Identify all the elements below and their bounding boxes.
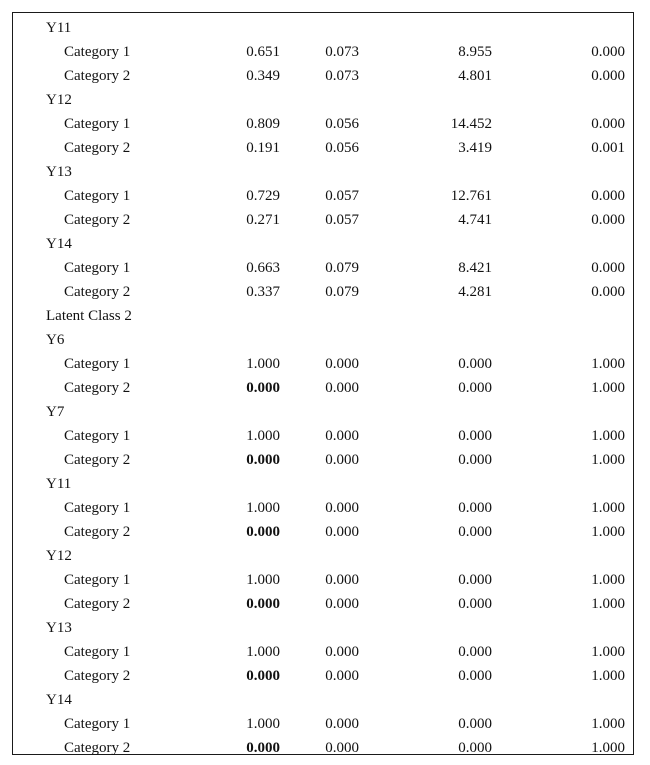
p-value-cell: 0.000 [591, 188, 625, 204]
estimate-cell: 0.000 [246, 380, 280, 396]
category-label: Category 1 [64, 500, 131, 516]
std-error-cell: 0.073 [325, 68, 359, 84]
group-label: Y13 [46, 620, 72, 636]
group-header-row [13, 88, 633, 112]
group-label: Y11 [46, 476, 72, 492]
p-value-cell: 0.000 [591, 260, 625, 276]
std-error-cell: 0.056 [325, 140, 359, 156]
category-label: Category 2 [64, 524, 131, 540]
std-error-cell: 0.079 [325, 260, 359, 276]
p-value-cell: 1.000 [591, 356, 625, 372]
table-row [13, 208, 633, 232]
std-error-cell: 0.000 [325, 380, 359, 396]
table-row [13, 640, 633, 664]
table-body [13, 16, 633, 760]
std-error-cell: 0.000 [325, 644, 359, 660]
statistic-cell: 0.000 [458, 572, 492, 588]
statistic-cell: 8.955 [458, 44, 492, 60]
estimate-cell: 0.651 [246, 44, 280, 60]
estimate-cell: 1.000 [246, 716, 280, 732]
category-label: Category 2 [64, 740, 131, 756]
std-error-cell: 0.000 [325, 716, 359, 732]
table-row [13, 112, 633, 136]
group-header-row [13, 160, 633, 184]
table-row [13, 424, 633, 448]
table-row [13, 592, 633, 616]
table-row [13, 496, 633, 520]
group-header-row [13, 688, 633, 712]
estimate-cell: 0.000 [246, 668, 280, 684]
category-label: Category 2 [64, 596, 131, 612]
table-row [13, 568, 633, 592]
std-error-cell: 0.000 [325, 740, 359, 756]
estimate-cell: 1.000 [246, 500, 280, 516]
std-error-cell: 0.000 [325, 500, 359, 516]
estimate-cell: 0.663 [246, 260, 280, 276]
statistic-cell: 0.000 [458, 524, 492, 540]
category-label: Category 1 [64, 44, 131, 60]
estimate-cell: 0.000 [246, 524, 280, 540]
group-label: Latent Class 2 [46, 308, 132, 324]
category-label: Category 2 [64, 452, 131, 468]
estimate-cell: 0.729 [246, 188, 280, 204]
p-value-cell: 0.001 [591, 140, 625, 156]
category-label: Category 1 [64, 644, 131, 660]
table-row [13, 664, 633, 688]
p-value-cell: 1.000 [591, 668, 625, 684]
table-row [13, 376, 633, 400]
statistic-cell: 14.452 [450, 116, 492, 132]
p-value-cell: 1.000 [591, 716, 625, 732]
estimate-cell: 0.000 [246, 740, 280, 756]
std-error-cell: 0.000 [325, 668, 359, 684]
statistic-cell: 0.000 [458, 500, 492, 516]
category-label: Category 2 [64, 68, 131, 84]
group-label: Y14 [46, 236, 72, 252]
estimate-cell: 1.000 [246, 356, 280, 372]
statistic-cell: 0.000 [458, 740, 492, 756]
estimate-cell: 0.000 [246, 596, 280, 612]
std-error-cell: 0.057 [325, 212, 359, 228]
statistic-cell: 4.281 [458, 284, 492, 300]
estimate-cell: 1.000 [246, 428, 280, 444]
std-error-cell: 0.000 [325, 452, 359, 468]
table-row [13, 64, 633, 88]
statistic-cell: 12.761 [450, 188, 492, 204]
table-row [13, 136, 633, 160]
group-header-row [13, 472, 633, 496]
p-value-cell: 0.000 [591, 68, 625, 84]
category-label: Category 1 [64, 260, 131, 276]
std-error-cell: 0.079 [325, 284, 359, 300]
category-label: Category 1 [64, 188, 131, 204]
group-label: Y13 [46, 164, 72, 180]
category-label: Category 2 [64, 668, 131, 684]
estimate-cell: 0.000 [246, 452, 280, 468]
table-row [13, 256, 633, 280]
category-label: Category 2 [64, 140, 131, 156]
category-label: Category 1 [64, 716, 131, 732]
category-label: Category 2 [64, 212, 131, 228]
group-label: Y12 [46, 548, 72, 564]
category-label: Category 2 [64, 284, 131, 300]
table-row [13, 184, 633, 208]
table-row [13, 712, 633, 736]
p-value-cell: 0.000 [591, 116, 625, 132]
std-error-cell: 0.000 [325, 428, 359, 444]
estimate-cell: 1.000 [246, 572, 280, 588]
std-error-cell: 0.000 [325, 596, 359, 612]
std-error-cell: 0.073 [325, 44, 359, 60]
p-value-cell: 0.000 [591, 284, 625, 300]
category-label: Category 1 [64, 428, 131, 444]
category-label: Category 1 [64, 356, 131, 372]
group-header-row [13, 304, 633, 328]
std-error-cell: 0.000 [325, 356, 359, 372]
statistic-cell: 0.000 [458, 716, 492, 732]
p-value-cell: 1.000 [591, 524, 625, 540]
table-row [13, 280, 633, 304]
std-error-cell: 0.056 [325, 116, 359, 132]
statistic-cell: 0.000 [458, 452, 492, 468]
estimate-cell: 0.337 [246, 284, 280, 300]
std-error-cell: 0.000 [325, 572, 359, 588]
group-header-row [13, 16, 633, 40]
table-frame [12, 12, 634, 755]
statistic-cell: 0.000 [458, 428, 492, 444]
table-row [13, 520, 633, 544]
group-header-row [13, 544, 633, 568]
group-label: Y12 [46, 92, 72, 108]
p-value-cell: 1.000 [591, 740, 625, 756]
p-value-cell: 1.000 [591, 572, 625, 588]
p-value-cell: 1.000 [591, 452, 625, 468]
statistic-cell: 4.801 [458, 68, 492, 84]
estimate-cell: 0.271 [246, 212, 280, 228]
estimate-cell: 0.349 [246, 68, 280, 84]
table-row [13, 352, 633, 376]
statistic-cell: 0.000 [458, 380, 492, 396]
category-label: Category 1 [64, 572, 131, 588]
estimate-cell: 0.191 [246, 140, 280, 156]
statistic-cell: 0.000 [458, 668, 492, 684]
statistic-cell: 0.000 [458, 356, 492, 372]
estimate-cell: 0.809 [246, 116, 280, 132]
statistic-cell: 0.000 [458, 596, 492, 612]
p-value-cell: 1.000 [591, 428, 625, 444]
statistic-cell: 8.421 [458, 260, 492, 276]
std-error-cell: 0.057 [325, 188, 359, 204]
table-row [13, 736, 633, 760]
p-value-cell: 0.000 [591, 44, 625, 60]
group-label: Y14 [46, 692, 72, 708]
std-error-cell: 0.000 [325, 524, 359, 540]
category-label: Category 2 [64, 380, 131, 396]
statistic-cell: 3.419 [458, 140, 492, 156]
group-label: Y11 [46, 20, 72, 36]
table-row [13, 40, 633, 64]
group-header-row [13, 232, 633, 256]
p-value-cell: 1.000 [591, 500, 625, 516]
p-value-cell: 1.000 [591, 644, 625, 660]
p-value-cell: 1.000 [591, 596, 625, 612]
table-row [13, 448, 633, 472]
group-label: Y6 [46, 332, 65, 348]
statistic-cell: 4.741 [458, 212, 492, 228]
group-header-row [13, 328, 633, 352]
statistic-cell: 0.000 [458, 644, 492, 660]
p-value-cell: 0.000 [591, 212, 625, 228]
group-header-row [13, 400, 633, 424]
group-label: Y7 [46, 404, 65, 420]
p-value-cell: 1.000 [591, 380, 625, 396]
estimate-cell: 1.000 [246, 644, 280, 660]
group-header-row [13, 616, 633, 640]
category-label: Category 1 [64, 116, 131, 132]
